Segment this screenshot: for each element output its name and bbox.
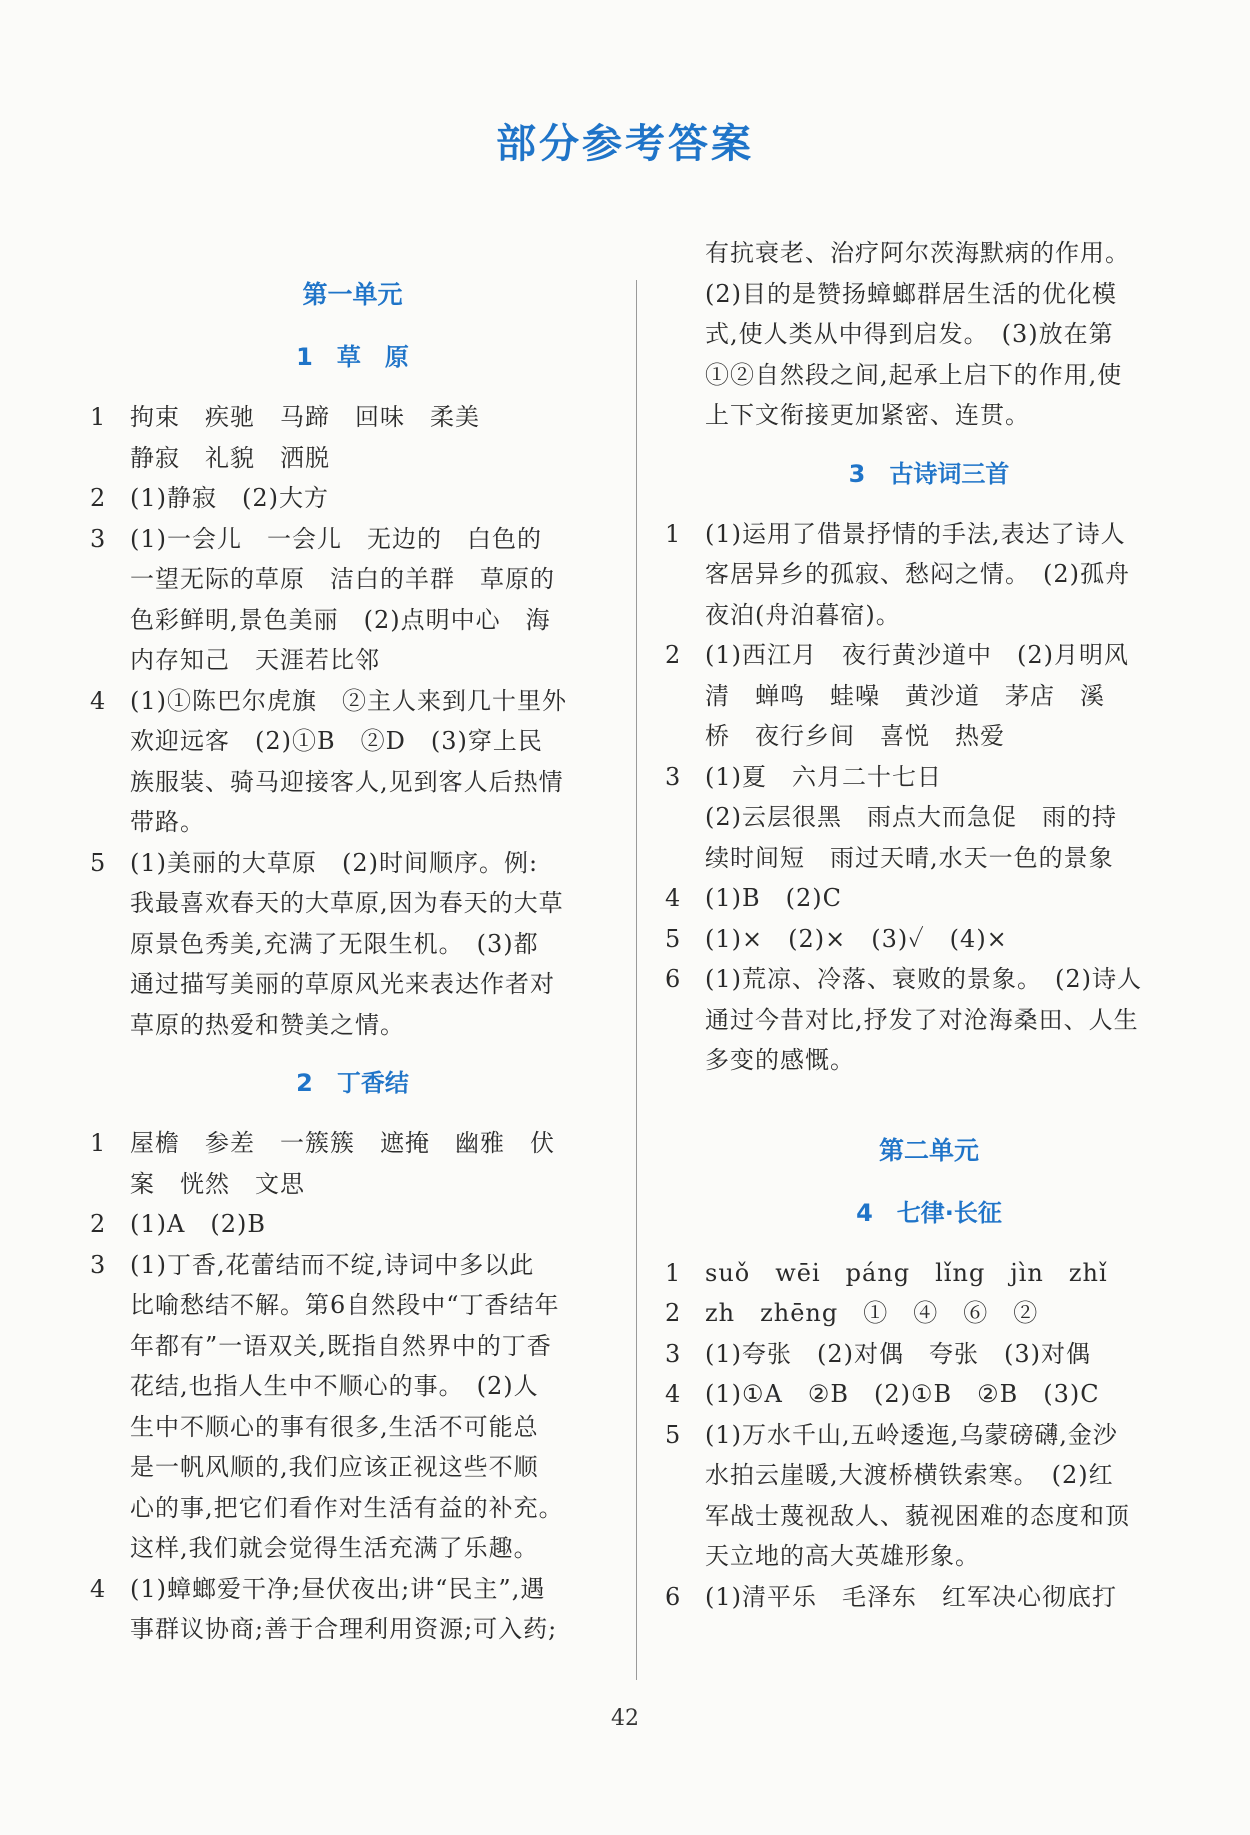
answer-item: [665, 1374, 1193, 1415]
answer-line: 原景色秀美,充满了无限生机。 (3)都: [130, 929, 539, 958]
answer-item: [90, 1204, 615, 1245]
item-text: [705, 1577, 1193, 1618]
unit-title: 第二单元: [878, 1135, 979, 1165]
answer-line: 心的事,把它们看作对生活有益的补充。: [130, 1493, 564, 1522]
lesson-title: 2 丁香结: [296, 1069, 409, 1097]
item-number: 1: [90, 1129, 106, 1157]
answer-line: (1)蟑螂爱干净;昼伏夜出;讲“民主”,遇: [130, 1574, 546, 1603]
item-text: [705, 635, 1193, 757]
answer-line: 天立地的高大英雄形象。: [705, 1542, 980, 1570]
answer-line: 屋檐 参差 一簇簇 遮掩 幽雅 伏: [130, 1129, 555, 1157]
answer-line: 拘束 疾驰 马蹄 回味 柔美: [130, 403, 480, 431]
item-text: [705, 1374, 1193, 1415]
item-number: 2: [90, 484, 106, 512]
answer-line: (1)运用了借景抒情的手法,表达了诗人: [705, 519, 1126, 548]
answer-line: 通过今昔对比,抒发了对沧海桑田、人生: [705, 1005, 1139, 1034]
answer-line: 内存知己 天涯若比邻: [130, 646, 380, 674]
answer-line: (1)美丽的大草原 (2)时间顺序。例:: [130, 848, 539, 877]
answer-list: [90, 1123, 615, 1650]
answer-line: 静寂 礼貌 洒脱: [130, 443, 330, 472]
answer-line: 水拍云崖暖,大渡桥横铁索寒。 (2)红: [705, 1461, 1114, 1489]
answer-item: [90, 519, 615, 681]
item-text: [705, 878, 1193, 919]
answer-item: [90, 478, 615, 519]
item-text: [705, 1253, 1193, 1294]
answer-list: [90, 397, 615, 1045]
answer-line: (1)一会儿 一会儿 无边的 白色的: [130, 524, 542, 553]
item-text: [705, 1293, 1193, 1334]
item-number: 1: [665, 1258, 681, 1287]
answer-item: [90, 843, 615, 1046]
answer-line: (1)B (2)C: [705, 884, 842, 912]
column-divider: [636, 280, 637, 1680]
answer-line: zh zhēng ① ④ ⑥ ②: [705, 1299, 1039, 1327]
answer-line: 是一帆风顺的,我们应该正视这些不顺: [130, 1453, 539, 1481]
answer-line: 上下文衔接更加紧密、连贯。: [705, 401, 1030, 429]
answer-line: (1)夏 六月二十七日: [705, 762, 942, 791]
answer-item: [665, 878, 1193, 919]
item-number: 4: [665, 884, 681, 912]
lesson-title: 1 草 原: [296, 343, 409, 371]
item-number: 3: [90, 524, 106, 553]
answer-continuation: [665, 233, 1193, 436]
answer-line: 案 恍然 文思: [130, 1169, 305, 1198]
answer-line: 这样,我们就会觉得生活充满了乐趣。: [130, 1534, 539, 1562]
answer-list: [665, 514, 1193, 1081]
answer-item: [665, 919, 1193, 960]
item-number: 1: [665, 519, 681, 548]
answer-line: 多变的感慨。: [705, 1046, 855, 1074]
answer-line: 式,使人类从中得到启发。 (3)放在第: [705, 320, 1114, 348]
answer-line: 比喻愁结不解。第6自然段中“丁香结年: [130, 1291, 560, 1319]
item-text: [130, 1204, 615, 1245]
answer-line: 色彩鲜明,景色美丽 (2)点明中心 海: [130, 605, 551, 634]
answer-line: 夜泊(舟泊暮宿)。: [705, 600, 901, 629]
lesson-title: 4 七律·长征: [856, 1198, 1002, 1227]
item-number: 2: [90, 1210, 106, 1238]
answer-line: (1)①A ②B (2)①B ②B (3)C: [705, 1380, 1100, 1408]
item-number: 6: [665, 965, 681, 993]
item-text: [705, 514, 1193, 636]
answer-line: 生中不顺心的事有很多,生活不可能总: [130, 1412, 539, 1441]
item-number: 2: [665, 1299, 681, 1327]
unit-title: 第一单元: [302, 280, 403, 309]
item-text: [705, 919, 1193, 960]
answer-line: (1)万水千山,五岭逶迤,乌蒙磅礴,金沙: [705, 1420, 1118, 1449]
answer-line: 欢迎远客 (2)①B ②D (3)穿上民: [130, 727, 543, 755]
item-number: 4: [90, 686, 106, 715]
answer-line: (1)× (2)× (3)✓ (4)×: [705, 924, 1008, 953]
answer-item: [90, 1569, 615, 1650]
item-number: 5: [665, 1420, 681, 1449]
answer-line: (1)清平乐 毛泽东 红军决心彻底打: [705, 1582, 1117, 1611]
answer-item: [90, 681, 615, 843]
item-text: [130, 1569, 615, 1650]
item-number: 3: [90, 1250, 106, 1279]
item-number: 3: [665, 1339, 681, 1368]
answer-item: [90, 1245, 615, 1569]
answer-line: ①②自然段之间,起承上启下的作用,使: [705, 360, 1123, 389]
answer-line: (1)荒凉、冷落、衰败的景象。 (2)诗人: [705, 965, 1142, 993]
item-text: [130, 843, 615, 1046]
item-number: 3: [665, 762, 681, 791]
item-number: 5: [90, 848, 106, 877]
item-text: [130, 397, 615, 478]
answer-line: 带路。: [130, 808, 205, 836]
item-text: [705, 1415, 1193, 1577]
answer-line: (1)西江月 夜行黄沙道中 (2)月明风: [705, 641, 1129, 669]
item-number: 1: [90, 403, 106, 431]
answer-item: [665, 959, 1193, 1081]
answer-item: [665, 1577, 1193, 1618]
item-number: 4: [665, 1380, 681, 1408]
answer-item: [665, 1415, 1193, 1577]
item-text: [705, 1334, 1193, 1375]
left-column: [90, 275, 615, 1650]
answer-item: [665, 1334, 1193, 1375]
answer-line: 一望无际的草原 洁白的羊群 草原的: [130, 565, 555, 593]
right-column: [665, 233, 1193, 1617]
item-number: 4: [90, 1574, 106, 1603]
answer-item: [665, 1293, 1193, 1334]
answer-line: 花结,也指人生中不顺心的事。 (2)人: [130, 1372, 539, 1400]
answer-list: [665, 1253, 1193, 1618]
answer-item: [665, 514, 1193, 636]
item-text: [705, 757, 1193, 879]
answer-line: (1)丁香,花蕾结而不绽,诗词中多以此: [130, 1250, 535, 1279]
answer-line: 续时间短 雨过天晴,水天一色的景象: [705, 843, 1114, 872]
answer-line: 草原的热爱和赞美之情。: [130, 1010, 405, 1039]
answer-line: 我最喜欢春天的大草原,因为春天的大草: [130, 889, 564, 917]
answer-item: [665, 1253, 1193, 1294]
item-text: [130, 519, 615, 681]
lesson-title: 3 古诗词三首: [848, 459, 1010, 488]
answer-item: [90, 397, 615, 478]
answer-line: 族服装、骑马迎接客人,见到客人后热情: [130, 767, 564, 796]
item-text: [130, 681, 615, 843]
answer-line: (1)①陈巴尔虎旗 ②主人来到几十里外: [130, 686, 567, 715]
answer-line: (1)静寂 (2)大方: [130, 484, 329, 512]
answer-line: suǒ wēi páng lǐng jìn zhǐ: [705, 1258, 1108, 1287]
item-text: [130, 1245, 615, 1569]
item-number: 6: [665, 1582, 681, 1611]
item-text: [130, 478, 615, 519]
answer-line: 客居异乡的孤寂、愁闷之情。 (2)孤舟: [705, 560, 1130, 588]
answer-line: 事群议协商;善于合理利用资源;可入药;: [130, 1615, 558, 1643]
answer-line: (2)云层很黑 雨点大而急促 雨的持: [705, 803, 1117, 831]
item-text: [705, 959, 1193, 1081]
answer-line: 年都有”一语双关,既指自然界中的丁香: [130, 1331, 552, 1360]
page-title: 部分参考答案: [496, 121, 754, 167]
answer-line: 通过描写美丽的草原风光来表达作者对: [130, 970, 555, 998]
answer-line: 桥 夜行乡间 喜悦 热爱: [705, 722, 1005, 750]
answer-line: (2)目的是赞扬蟑螂群居生活的优化模: [705, 279, 1117, 308]
answer-line: 有抗衰老、治疗阿尔茨海默病的作用。: [705, 239, 1130, 267]
answer-item: [665, 757, 1193, 879]
item-text: [130, 1123, 615, 1204]
answer-line: (1)夸张 (2)对偶 夸张 (3)对偶: [705, 1339, 1091, 1368]
item-number: 2: [665, 641, 681, 669]
answer-item: [665, 635, 1193, 757]
answer-item: [90, 1123, 615, 1204]
answer-line: 清 蝉鸣 蛙噪 黄沙道 茅店 溪: [705, 681, 1105, 710]
answer-line: 军战士蔑视敌人、藐视困难的态度和顶: [705, 1501, 1130, 1530]
answer-line: (1)A (2)B: [130, 1210, 266, 1238]
page-number: 42: [611, 1706, 639, 1731]
item-number: 5: [665, 924, 681, 953]
